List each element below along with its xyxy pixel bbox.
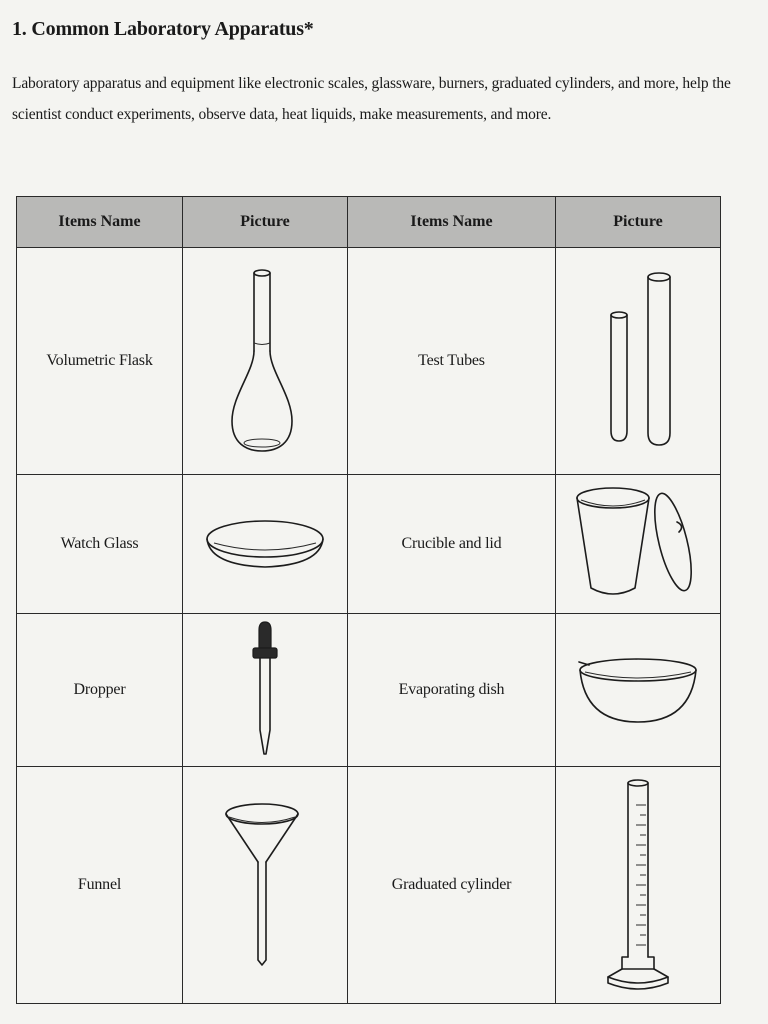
item-name-crucible-and-lid: Crucible and lid [348,475,556,614]
item-name-volumetric-flask: Volumetric Flask [17,248,183,475]
volumetric-flask-icon [220,261,310,461]
item-name-test-tubes: Test Tubes [348,248,556,475]
picture-cell [556,614,721,767]
item-name-graduated-cylinder: Graduated cylinder [348,767,556,1004]
item-name-watch-glass: Watch Glass [17,475,183,614]
table-row [17,475,721,614]
picture-cell [556,767,721,1004]
header-items-name-1: Items Name [17,197,183,248]
crucible-lid-icon [573,482,703,607]
intro-paragraph: Laboratory apparatus and equipment like electronic scales, glassware, burners, graduated cylinders, and more, help the scientist conduct experiments, observe data, heat liquids, make measurements, and more. [12,75,731,123]
table-row [17,248,721,475]
picture-cell [183,475,348,614]
dropper-icon [235,620,295,760]
picture-cell [556,248,721,475]
item-name-funnel: Funnel [17,767,183,1004]
header-items-name-2: Items Name [348,197,556,248]
funnel-icon [220,800,310,970]
table-header-row [17,197,721,248]
apparatus-table [16,196,721,1004]
graduated-cylinder-icon [598,775,678,995]
table-row [17,614,721,767]
picture-cell [183,614,348,767]
picture-cell [556,475,721,614]
evaporating-dish-icon [573,650,703,730]
header-picture-2: Picture [556,197,721,248]
picture-cell [183,767,348,1004]
picture-cell [183,248,348,475]
section-heading: 1. Common Laboratory Apparatus* [12,18,314,40]
watch-glass-icon [200,509,330,579]
header-picture-1: Picture [183,197,348,248]
table-row [17,767,721,1004]
test-tubes-icon [583,269,693,454]
item-name-evaporating-dish: Evaporating dish [348,614,556,767]
item-name-dropper: Dropper [17,614,183,767]
